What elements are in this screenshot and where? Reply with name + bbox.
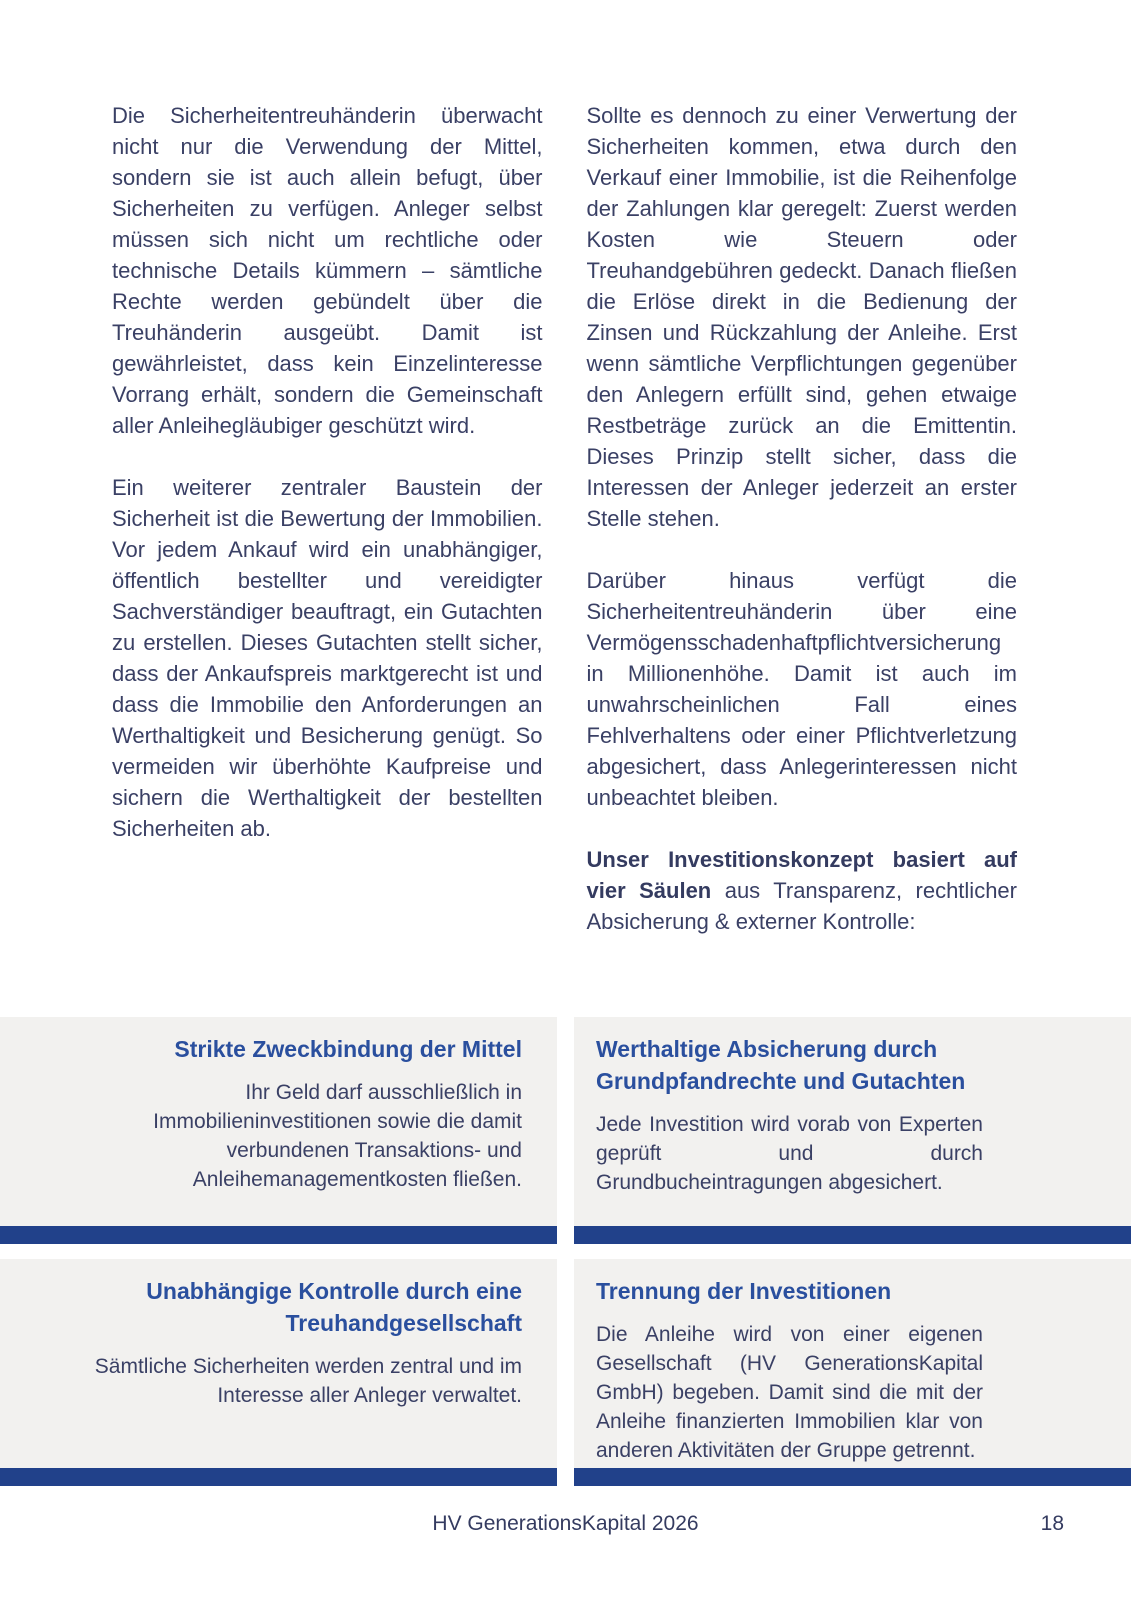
card-body-text: Jede Investition wird vorab von Experten geprüft und durch Grundbucheintragungen abgesichert. bbox=[596, 1113, 983, 1194]
card-content-area bbox=[0, 1259, 557, 1468]
two-column-text-block bbox=[112, 100, 1017, 968]
intro-bold-text: Unser Investitionskonzept basiert auf vier Säulen bbox=[586, 847, 1017, 903]
card-content-area bbox=[574, 1017, 1131, 1226]
card-independent-control bbox=[0, 1259, 557, 1486]
card-title: Strikte Zweckbindung der Mittel bbox=[174, 1036, 522, 1062]
left-text-column bbox=[112, 100, 543, 968]
paragraph-liability-insurance: Darüber hinaus verfügt die Sicherheitentreuhänderin über eine Vermögensschadenhaftpflichtversicherung in Millionenhöhe. Damit ist auch im unwahrscheinlichen Fall eines Fehlverhaltens oder einer Pflichtverletzung abgesichert, dass Anlegerinteressen nicht unbeachtet bleiben. bbox=[586, 568, 1017, 810]
card-title: Unabhängige Kontrolle durch eine Treuhandgesellschaft bbox=[146, 1278, 522, 1336]
card-accent-bar bbox=[0, 1468, 557, 1486]
card-strict-earmarking bbox=[0, 1017, 557, 1244]
intro-regular-text: aus Transparenz, rechtlicher Absicherung & externer Kontrolle: bbox=[586, 878, 1017, 934]
card-accent-bar bbox=[0, 1226, 557, 1244]
paragraph-trustee-supervision: Die Sicherheitentreuhänderin überwacht nicht nur die Verwendung der Mittel, sondern sie ist auch allein befugt, über Sicherheiten zu verfügen. Anleger selbst müssen sich nicht um rechtliche oder technische Details kümmern – sämtliche Rechte werden gebündelt über die Treuhänderin ausgeübt. Damit ist gewährleistet, dass kein Einzelinteresse Vorrang erhält, sondern die Gemeinschaft aller Anleihegläubiger geschützt wird. bbox=[112, 103, 543, 438]
footer-page-number: 18 bbox=[1040, 1512, 1064, 1535]
footer-document-title: HV GenerationsKapital 2026 bbox=[432, 1512, 699, 1535]
card-body-text: Ihr Geld darf ausschließlich in Immobilieninvestitionen sowie die damit verbundenen Transaktions- und Anleihemanagementkosten fließen. bbox=[153, 1081, 522, 1191]
card-title: Werthaltige Absicherung durch Grundpfandrechte und Gutachten bbox=[596, 1036, 966, 1094]
four-pillars-cards bbox=[0, 1017, 1131, 1486]
card-body-text: Die Anleihe wird von einer eigenen Gesellschaft (HV GenerationsKapital GmbH) begeben. Damit sind die mit der Anleihe finanzierten Immobilien klar von anderen Aktivitäten der Gruppe getrennt. bbox=[596, 1323, 983, 1462]
card-title: Trennung der Investitionen bbox=[596, 1278, 892, 1304]
paragraph-property-valuation: Ein weiterer zentraler Baustein der Sicherheit ist die Bewertung der Immobilien. Vor jedem Ankauf wird ein unabhängiger, öffentlich bestellter und vereidigter Sachverständiger beauftragt, ein Gutachten zu erstellen. Dieses Gutachten stellt sicher, dass der Ankaufspreis marktgerecht ist und dass die Immobilie den Anforderungen an Werthaltigkeit und Besicherung genügt. So vermeiden wir überhöhte Kaufpreise und sichern die Werthaltigkeit der bestellten Sicherheiten ab. bbox=[112, 475, 543, 841]
card-content-area bbox=[0, 1017, 557, 1226]
card-investment-separation bbox=[574, 1259, 1131, 1486]
card-body-text: Sämtliche Sicherheiten werden zentral und im Interesse aller Anleger verwaltet. bbox=[94, 1355, 522, 1407]
paragraph-investment-concept-intro bbox=[587, 844, 1018, 937]
card-accent-bar bbox=[574, 1468, 1131, 1486]
card-accent-bar bbox=[574, 1226, 1131, 1244]
card-content-area bbox=[574, 1259, 1131, 1468]
card-collateral-backing bbox=[574, 1017, 1131, 1244]
right-text-column bbox=[587, 100, 1018, 968]
paragraph-liquidation-order: Sollte es dennoch zu einer Verwertung der Sicherheiten kommen, etwa durch den Verkauf einer Immobilie, ist die Reihenfolge der Zahlungen klar geregelt: Zuerst werden Kosten wie Steuern oder Treuhandgebühren gedeckt. Danach fließen die Erlöse direkt in die Bedienung der Zinsen und Rückzahlung der Anleihe. Erst wenn sämtliche Verpflichtungen gegenüber den Anlegern erfüllt sind, gehen etwaige Restbeträge zurück an die Emittentin. Dieses Prinzip stellt sicher, dass die Interessen der Anleger jederzeit an erster Stelle stehen. bbox=[586, 103, 1017, 531]
